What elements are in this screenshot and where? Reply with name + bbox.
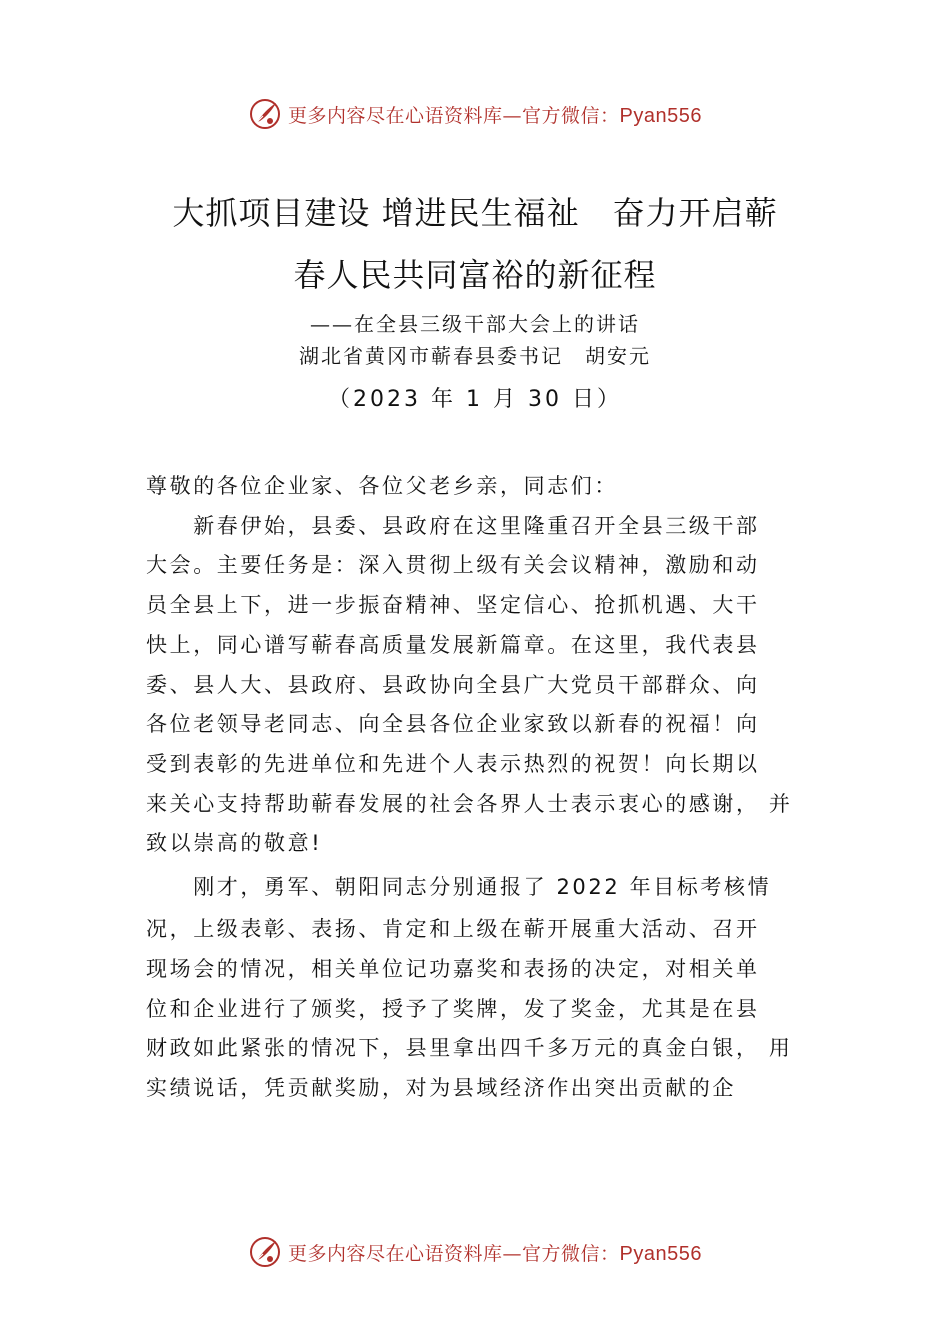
footer-watermark: [0, 1232, 950, 1272]
document-author: 湖北省黄冈市蕲春县委书记 胡安元: [299, 344, 651, 368]
document-date: （2023 年 1 月 30 日）: [328, 387, 622, 412]
body-line: 刚才，勇军、朝阳同志分别通报了 2022 年目标考核情: [146, 875, 772, 899]
watermark-label: 更多内容尽在心语资料库—官方微信：: [288, 104, 620, 127]
watermark-account: Pyan556: [619, 104, 702, 127]
body-line: 新春伊始，县委、县政府在这里隆重召开全县三级干部: [146, 514, 760, 538]
header-watermark: [0, 94, 950, 134]
watermark-account: Pyan556: [619, 1242, 702, 1265]
body-line: 各位老领导老同志、向全县各位企业家致以新春的祝福！向: [146, 712, 760, 736]
document-title-line-1: 大抓项目建设 增进民生福祉 奋力开启蕲: [172, 194, 778, 232]
pen-feather-logo-icon: [248, 97, 282, 131]
body-line: 尊敬的各位企业家、各位父老乡亲，同志们：: [146, 474, 618, 498]
document-title-line-2: 春人民共同富裕的新征程: [293, 256, 657, 294]
document-subtitle: ——在全县三级干部大会上的讲话: [310, 312, 640, 336]
body-line: 位和企业进行了颁奖，授予了奖牌，发了奖金，尤其是在县: [146, 997, 760, 1021]
body-line: 大会。主要任务是：深入贯彻上级有关会议精神，激励和动: [146, 553, 760, 577]
watermark-label: 更多内容尽在心语资料库—官方微信：: [288, 1242, 620, 1265]
body-line: 快上，同心谱写蕲春高质量发展新篇章。在这里，我代表县: [146, 633, 760, 657]
watermark-text: [288, 1239, 702, 1266]
body-line: 财政如此紧张的情况下，县里拿出四千多万元的真金白银， 用: [146, 1036, 793, 1060]
body-line: 现场会的情况，相关单位记功嘉奖和表扬的决定，对相关单: [146, 957, 760, 981]
body-line: 来关心支持帮助蕲春发展的社会各界人士表示衷心的感谢， 并: [146, 792, 793, 816]
body-line: 委、县人大、县政府、县政协向全县广大党员干部群众、向: [146, 673, 760, 697]
watermark-text: [288, 101, 702, 128]
body-line: 致以崇高的敬意!: [146, 831, 323, 855]
body-line: 员全县上下，进一步振奋精神、坚定信心、抢抓机遇、大干: [146, 593, 760, 617]
body-line: 况，上级表彰、表扬、肯定和上级在蕲开展重大活动、召开: [146, 917, 760, 941]
pen-feather-logo-icon: [248, 1235, 282, 1269]
body-line: 实绩说话，凭贡献奖励，对为县域经济作出突出贡献的企: [146, 1076, 736, 1100]
body-line: 受到表彰的先进单位和先进个人表示热烈的祝贺！向长期以: [146, 752, 760, 776]
